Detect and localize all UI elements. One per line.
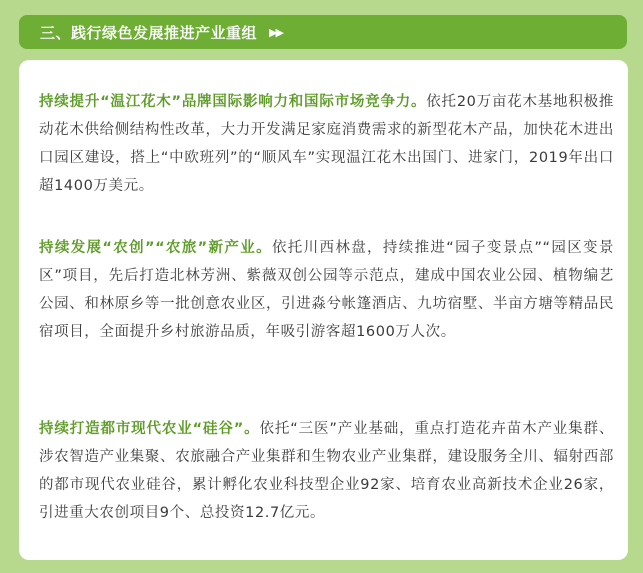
double-arrow-icon: ▶▶	[269, 25, 282, 39]
paragraph-body: 依托川西林盘，持续推进“园子变景点”“园区变景区”项目，先后打造北林芳洲、紫薇双创公园等示范点，建成中国农业公园、植物编艺公园、和林原乡等一批创意农业区，引进淼兮帐篷酒店、九坊宿墅、半亩方塘等精品民宿项目，全面提升乡村旅游品质，年吸引游客超1600万人次。	[39, 240, 615, 340]
paragraph-flower-brand	[39, 88, 614, 200]
paragraph-lead: 持续打造都市现代农业“硅谷”。	[39, 421, 260, 437]
paragraph-agri-tourism	[39, 234, 614, 346]
paragraph-body: 依托20万亩花木基地积极推动花木供给侧结构性改革，大力开发满足家庭消费需求的新型花木产品，加快花木进出口园区建设，搭上“中欧班列”的“顺风车”实现温江花木出国门、进家门，2019年出口超1400万美元。	[39, 94, 614, 194]
paragraph-lead: 持续提升“温江花木”品牌国际影响力和国际市场竞争力。	[39, 94, 427, 110]
content-card	[19, 60, 628, 560]
paragraph-lead: 持续发展“农创”“农旅”新产业。	[39, 240, 272, 256]
section-header	[19, 15, 627, 49]
section-title: 三、践行绿色发展推进产业重组	[40, 23, 258, 42]
paragraph-agri-valley	[39, 415, 614, 527]
paragraph-body: 依托“三医”产业基础，重点打造花卉苗木产业集群、涉农智造产业集聚、农旅融合产业集群和生物农业产业集群，建设服务全川、辐射西部的都市现代农业硅谷，累计孵化农业科技型企业92家、培育农业高新技术企业26家，引进重大农创项目9个、总投资12.7亿元。	[39, 421, 614, 521]
